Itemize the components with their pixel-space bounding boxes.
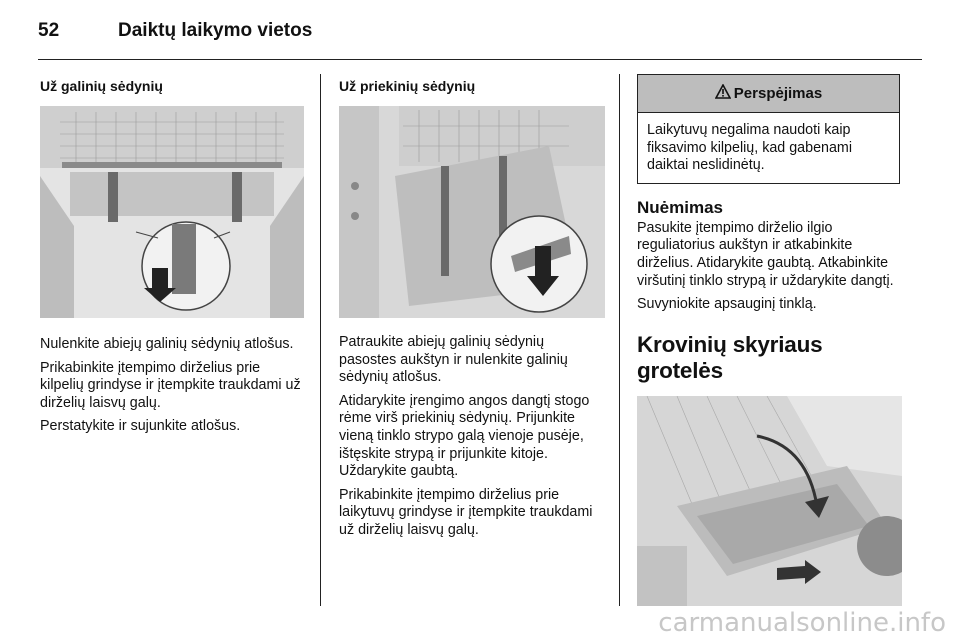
removal-heading: Nuėmimas <box>637 197 723 217</box>
warning-text: Laikytuvų negalima naudoti kaip fiksavimo kilpelių, kad gabenami daiktai neslidinėtų. <box>647 122 853 174</box>
subheading-front-seats: Už priekinių sėdynių <box>339 78 476 94</box>
column-divider-1 <box>320 74 321 606</box>
page-number: 52 <box>38 20 60 41</box>
column-rear-seats <box>40 78 304 442</box>
front-cargo-illustration <box>339 106 605 318</box>
warning-box <box>637 74 900 184</box>
page-header <box>38 20 312 50</box>
illustration-rear-seat-net <box>40 106 304 318</box>
page-title: Daiktų laikymo vietos <box>118 20 313 41</box>
column-divider-2 <box>619 74 620 606</box>
paragraph-reposition: Perstatykite ir sujunkite atlošus. <box>40 418 241 435</box>
cargo-grille-illustration <box>637 396 902 606</box>
paragraph-roll-up: Suvyniokite apsauginį tinklą. <box>637 296 817 313</box>
paragraph-fold-rear: Nulenkite abiejų galinių sėdynių atlošus. <box>40 336 294 352</box>
watermark: carmanualsonline.info <box>658 608 946 638</box>
paragraph-attach-holders: Prikabinkite įtempimo dirželius prie laikytuvų grindyse ir įtempkite traukdami už dirželių laisvų galų. <box>339 486 593 538</box>
paragraph-removal-steps: Pasukite įtempimo dirželio ilgio reguliatorius aukštyn ir atkabinkite dirželius. Atidarykite gaubtą. Atkabinkite viršutinį tinklo strypą ir uždarykite dangtį. <box>637 219 894 289</box>
warning-header <box>638 75 899 113</box>
column-warning-removal <box>637 74 901 606</box>
illustration-front-seat-net <box>339 106 605 318</box>
paragraph-open-cover: Atidarykite įrengimo angos dangtį stogo rėme virš priekinių sėdynių. Prijunkite vieną tinklo strypo galą vienoje pusėje, ištęskite strypą ir prijunkite kitoje. Uždarykite gaubtą. <box>339 392 590 480</box>
column-front-seats <box>339 78 605 546</box>
illustration-cargo-grille <box>637 396 902 606</box>
subheading-rear-seats: Už galinių sėdynių <box>40 78 163 94</box>
paragraph-lift-cushions: Patraukite abiejų galinių sėdynių pasostes aukštyn ir nulenkite galinių sėdynių atlošus. <box>339 334 568 386</box>
warning-title: Perspėjimas <box>733 85 823 102</box>
paragraph-attach-straps: Prikabinkite įtempimo dirželius prie kilpelių grindyse ir įtempkite traukdami už dirželių laisvų galų. <box>40 359 301 411</box>
rear-cargo-illustration <box>40 106 304 318</box>
warning-triangle-icon <box>715 84 731 103</box>
section-heading-cargo-grille: Krovinių skyriaus grotelės <box>637 331 823 383</box>
header-divider <box>38 59 922 60</box>
